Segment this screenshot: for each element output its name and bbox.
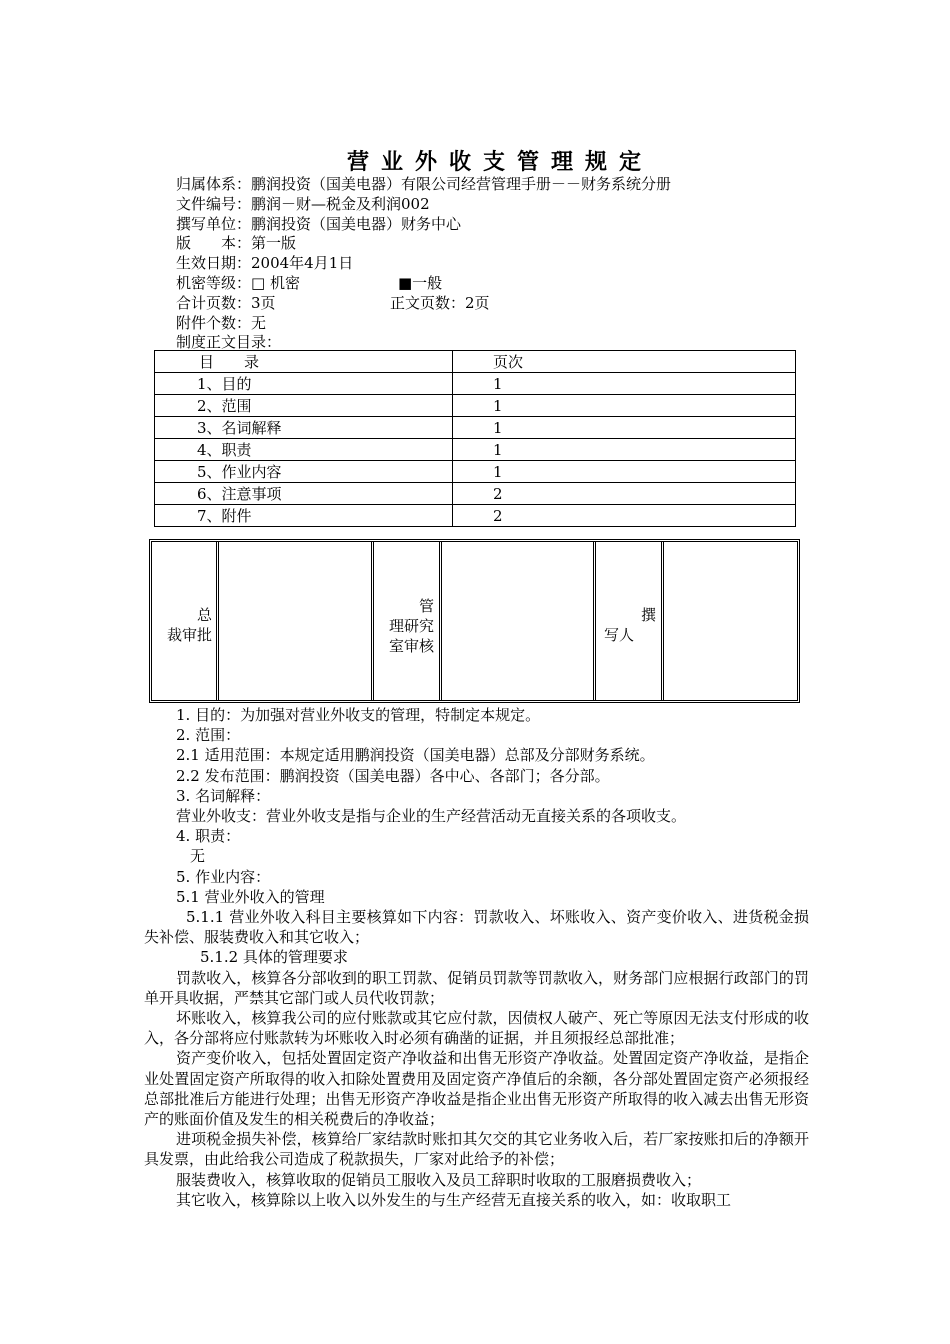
- definition-text: 营业外收支：营业外收支是指与企业的生产经营活动无直接关系的各项收支。: [176, 807, 687, 826]
- section-purpose: 1. 目的：为加强对营业外收支的管理，特制定本规定。: [176, 706, 541, 724]
- meta-security: [176, 274, 671, 294]
- toc-item: 7、附件: [155, 505, 453, 527]
- document-meta: [176, 175, 671, 353]
- table-row: [155, 483, 796, 505]
- paragraph: 进项税金损失补偿，核算给厂家结款时账扣其欠交的其它业务收入后，若厂家按账扣后的净额开具发票，由此给我公司造成了税款损失，厂家对此给予的补偿；: [144, 1130, 809, 1169]
- meta-security-label: 机密等级：: [176, 273, 252, 292]
- toc-item: 6、注意事项: [155, 483, 453, 505]
- meta-version-label: 版 本：: [176, 234, 252, 253]
- toc-item: 2、范围: [155, 395, 453, 417]
- toc-page: 1: [453, 461, 796, 483]
- toc-header-page: 页次: [453, 351, 796, 373]
- meta-pages: [176, 294, 671, 314]
- table-row: [155, 505, 796, 527]
- writer-label: 撰 写人: [604, 606, 656, 644]
- scope-distribution: 2.2 发布范围：鹏润投资（国美电器）各中心、各部门；各分部。: [176, 766, 610, 785]
- paragraph: 服装费收入，核算收取的促销员工服收入及员工辞职时收取的工服磨损费收入；: [176, 1170, 702, 1189]
- toc-page: 1: [453, 439, 796, 461]
- security-option-general: ■一般: [398, 273, 443, 292]
- paragraph: 罚款收入，核算各分部收到的职工罚款、促销员罚款等罚款收入，财务部门应根据行政部门的罚单开具收据，严禁其它部门或人员代收罚款；: [144, 968, 809, 1007]
- document-body: [144, 705, 809, 1210]
- paragraph: 资产变价收入，包括处置固定资产净收益和出售无形资产净收益。处置固定资产净收益，是指企业处置固定资产所取得的收入扣除处置费用及固定资产净值后的余额，各分部处置固定资产必须报经总部批准后方能进行处理；出售无形资产净收益是指企业出售无形资产所取得的收入减去出售无形资产的账面价值及发生的相关税费后的净收益；: [144, 1049, 809, 1129]
- page-title: 营业外收支管理规定: [346, 150, 653, 175]
- meta-doc-no: 文件编号：鹏润－财—税金及利润002: [176, 194, 430, 213]
- subsection-heading: 5.1.2 具体的管理要求: [200, 948, 348, 967]
- toc-page: 2: [453, 483, 796, 505]
- toc-page: 1: [453, 395, 796, 417]
- meta-pages-body: 正文页数：2页: [390, 293, 490, 312]
- table-row: [155, 461, 796, 483]
- ceo-approval-label: 总 裁审批: [166, 606, 212, 644]
- section-scope: 2. 范围：: [176, 726, 241, 745]
- section-definitions: 3. 名词解释：: [176, 786, 271, 805]
- toc-table: [154, 350, 796, 527]
- toc-page: 2: [453, 505, 796, 527]
- section-procedures: 5. 作业内容：: [176, 867, 271, 886]
- subsection-heading: 5.1 营业外收入的管理: [176, 887, 325, 906]
- security-option-confidential: □ 机密: [251, 273, 300, 292]
- meta-attachments: 附件个数：无: [176, 313, 267, 332]
- meta-effective: 生效日期：2004年4月1日: [176, 254, 354, 273]
- table-row: [155, 395, 796, 417]
- toc-item: 4、职责: [155, 439, 453, 461]
- section-duties: 4. 职责：: [176, 827, 241, 846]
- table-row: [155, 417, 796, 439]
- meta-pages-total: 合计页数：3页: [176, 293, 276, 312]
- toc-page: 1: [453, 417, 796, 439]
- signoff-divider: [442, 542, 596, 700]
- toc-page: 1: [453, 373, 796, 395]
- signoff-divider: [219, 542, 374, 700]
- table-row: [155, 373, 796, 395]
- meta-version: [176, 234, 671, 254]
- toc-header-row: [155, 351, 796, 373]
- table-row: [155, 439, 796, 461]
- mgmt-review-label: 管 理研究 室审核: [388, 597, 434, 655]
- toc-item: 5、作业内容: [155, 461, 453, 483]
- scope-applicability: 2.1 适用范围：本规定适用鹏润投资（国美电器）总部及分部财务系统。: [176, 746, 655, 765]
- toc-item: 3、名词解释: [155, 417, 453, 439]
- duties-text: 无: [190, 847, 206, 866]
- toc-item: 1、目的: [155, 373, 453, 395]
- meta-version-value: 第一版: [251, 234, 297, 253]
- toc-header-contents: 目 录: [155, 351, 453, 373]
- meta-toc-label: 制度正文目录：: [176, 333, 282, 352]
- paragraph: 坏账收入，核算我公司的应付账款或其它应付款，因债权人破产、死亡等原因无法支付形成的收入，各分部将应付账款转为坏账收入时必须有确凿的证据，并且须报经总部批准；: [144, 1009, 809, 1048]
- paragraph: 5.1.1 营业外收入科目主要核算如下内容：罚款收入、坏账收入、资产变价收入、进货税金损失补偿、服装费收入和其它收入；: [144, 908, 809, 947]
- paragraph: 其它收入，核算除以上收入以外发生的与生产经营无直接关系的收入，如：收取职工: [176, 1190, 732, 1209]
- meta-system: 归属体系：鹏润投资（国美电器）有限公司经营管理手册－－财务系统分册: [176, 175, 672, 193]
- signoff-table: [149, 539, 800, 703]
- meta-author-unit: 撰写单位：鹏润投资（国美电器）财务中心: [176, 214, 462, 233]
